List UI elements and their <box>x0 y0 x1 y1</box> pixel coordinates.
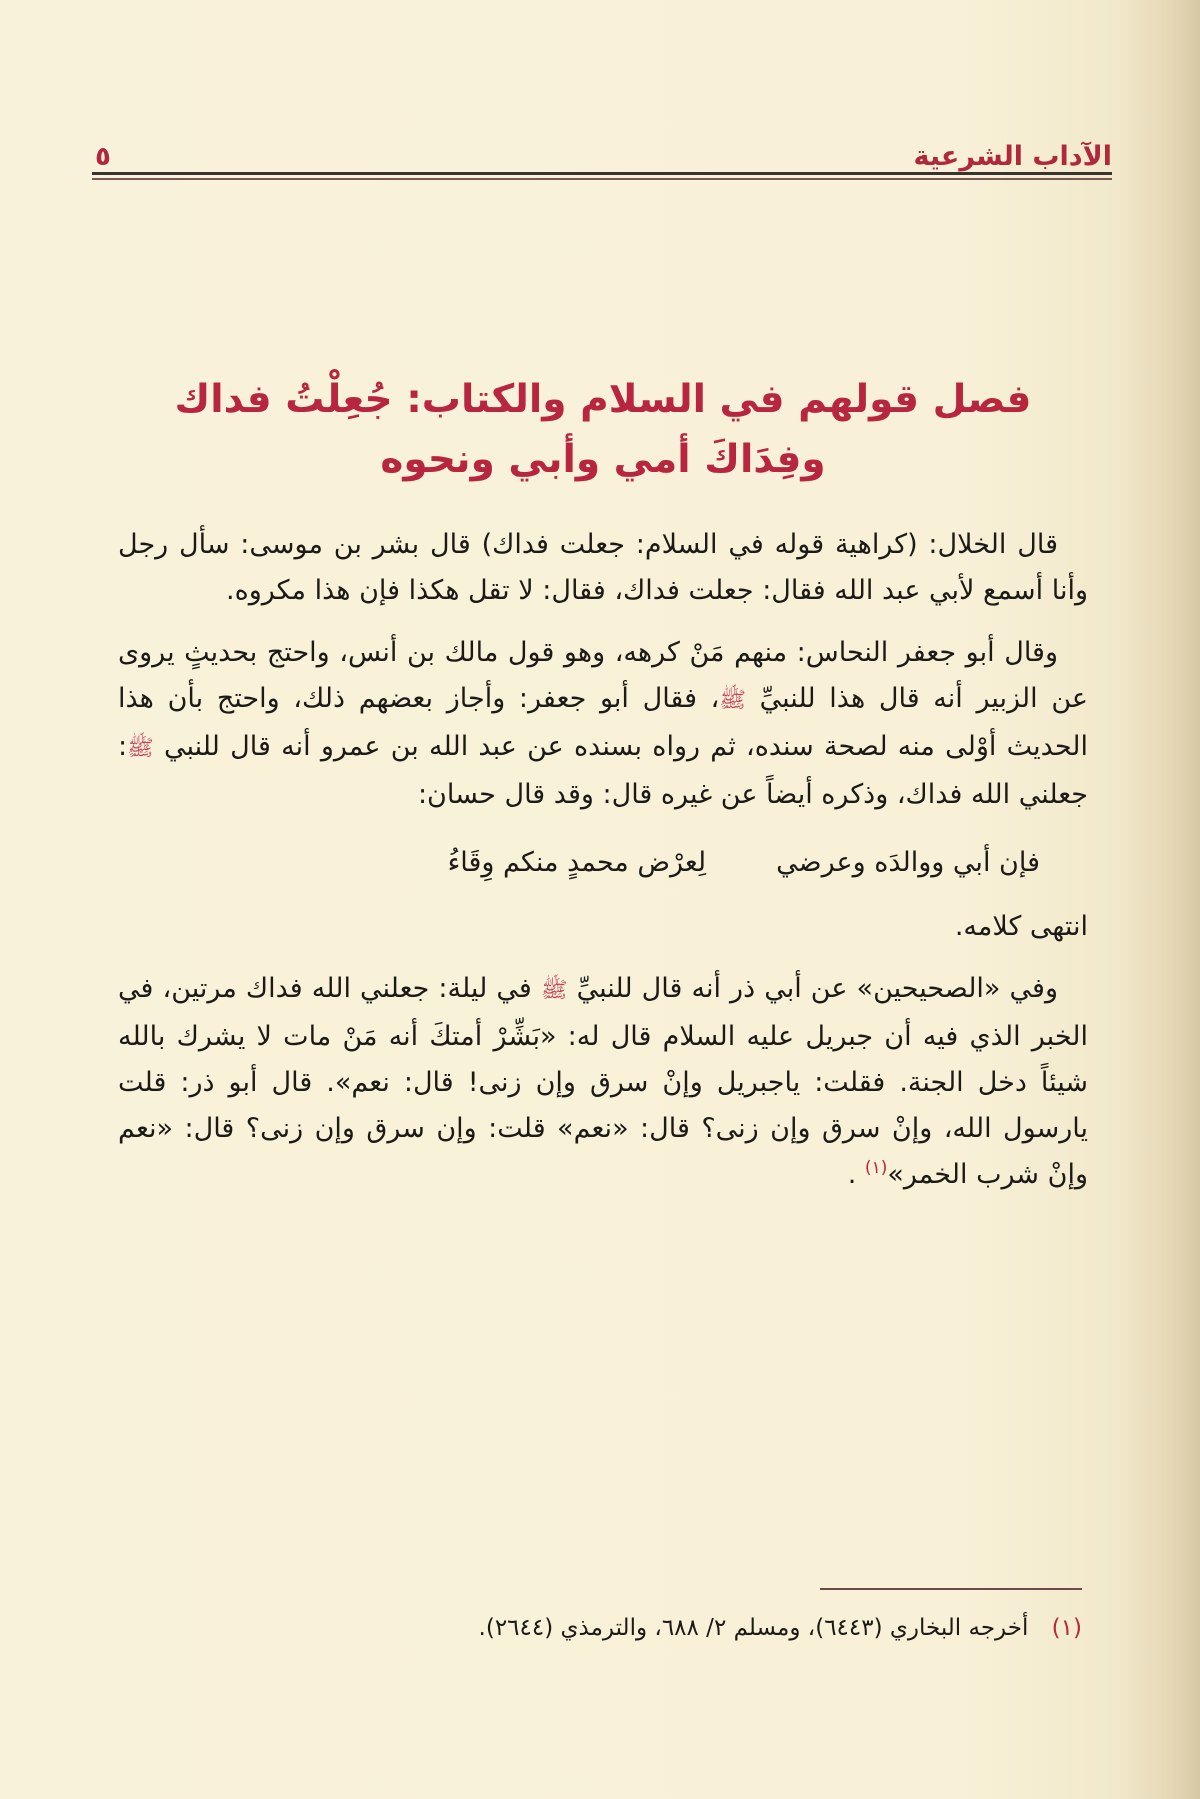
paragraph-text: : جعلني الله فداك، وذكره أيضاً عن غيره قال: وقد قال حسان: <box>118 731 1088 810</box>
book-title: الآداب الشرعية <box>913 141 1112 172</box>
honorific-icon: ﷺ <box>127 736 154 761</box>
paragraph-khallal: قال الخلال: (كراهية قوله في السلام: جعلت فداك) قال بشر بن موسى: سأل رجل وأنا أسمع لأبي عبد الله فقال: جعلت فداك، فقال: لا تقل هكذا فإن هذا مكروه. <box>118 529 1088 606</box>
paragraph-text: وقال أبو جعفر النحاس: منهم مَنْ كرهه، وهو قول مالك بن أنس، واحتج بحديثٍ يروى عن الزبير أنه قال هذا للنبيِّ <box>118 637 1088 714</box>
chapter-title <box>118 370 1088 490</box>
header-rule-top <box>92 172 1112 175</box>
running-head <box>95 122 1112 172</box>
paragraph-nahhas <box>118 630 1088 818</box>
footnote-text: أخرجه البخاري (٦٤٤٣)، ومسلم ٢/ ٦٨٨، والترمذي (٢٦٤٤). <box>478 1615 1029 1641</box>
poem-verse <box>118 840 1088 886</box>
chapter-title-line2: وفِدَاكَ أمي وأبي ونحوه <box>380 437 826 482</box>
header-double-rule <box>92 172 1112 180</box>
honorific-icon: ﷺ <box>719 688 746 713</box>
footnotes <box>118 1608 1082 1648</box>
footnote-reference-link[interactable]: (١) <box>864 1158 888 1178</box>
footnote-number: (١) <box>1051 1615 1082 1641</box>
page-number: ٥ <box>95 142 111 172</box>
paragraph-end-mark: . <box>847 1159 857 1190</box>
honorific-icon: ﷺ <box>540 978 568 1003</box>
footnote-separator <box>820 1588 1082 1590</box>
header-rule-bottom <box>92 178 1112 180</box>
verse-second-hemistich: لِعرْض محمدٍ منكم وِقَاءُ <box>447 847 707 878</box>
paragraph-text: في ليلة: جعلني الله فداك مرتين، في الخبر الذي فيه أن جبريل عليه السلام قال له: «بَشِّرْ أمتكَ أنه مَنْ مات لا يشرك بالله شيئاً دخل الجنة. فقلت: ياجبريل وإنْ سرق وإن زنى! قال: نعم». قال أبو ذر: قلت يارسول الله، وإنْ سرق وإن زنى؟ قال: «نعم» قلت: وإن سرق وإن زنى؟ قال: «نعم وإنْ شرب الخمر» <box>118 973 1088 1190</box>
after-verse-text: انتهى كلامه. <box>954 911 1088 942</box>
main-text <box>118 370 1088 1214</box>
paragraph-text: ، فقال أبو جعفر: وأجاز بعضهم ذلك، واحتج بأن هذا الحديث أوْلى منه لصحة سنده، ثم رواه بسنده عن عبد الله بن عمرو أنه قال للنبي <box>118 683 1088 762</box>
paragraph-text: وفي «الصحيحين» عن أبي ذر أنه قال للنبيِّ <box>576 973 1058 1004</box>
footnote-item <box>118 1608 1082 1648</box>
paragraph-sahihayn <box>118 966 1088 1198</box>
chapter-title-line1: فصل قولهم في السلام والكتاب: جُعِلْتُ فداك <box>174 377 1032 422</box>
verse-first-hemistich: فإن أبي ووالدَه وعرضي <box>776 847 1040 878</box>
